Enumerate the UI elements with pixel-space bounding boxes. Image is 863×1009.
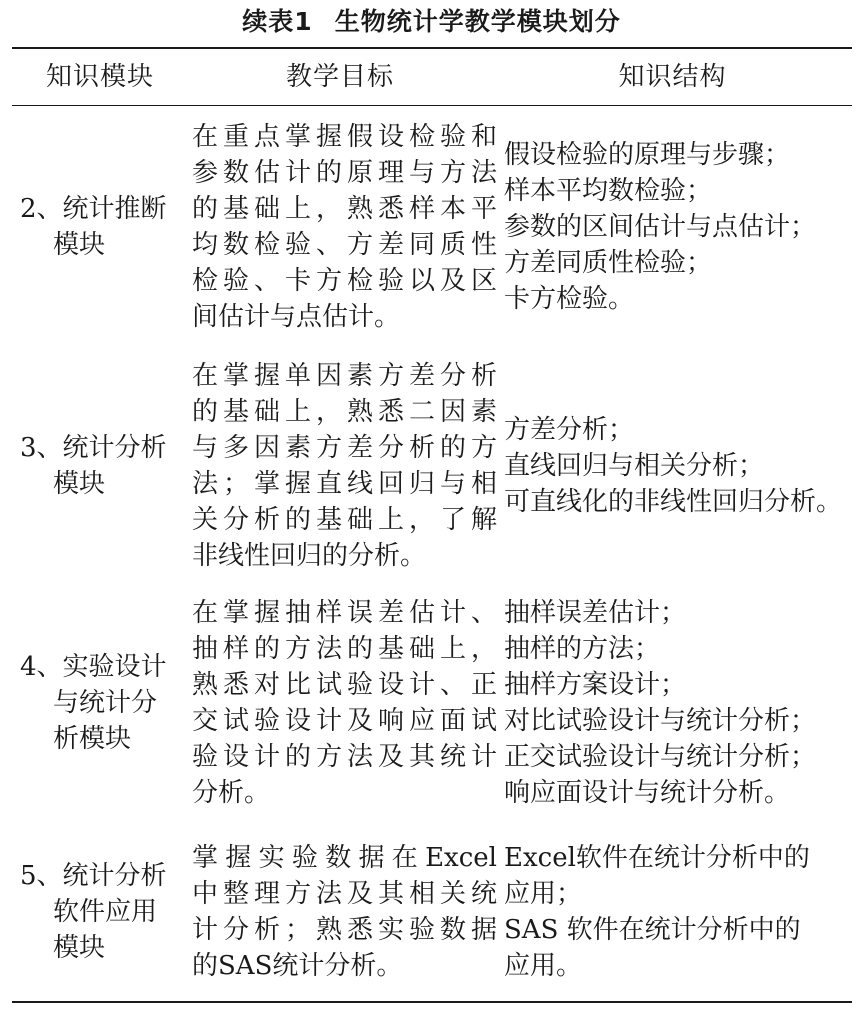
structure-line: 方差分析； — [504, 415, 635, 445]
structure-cell — [504, 832, 849, 992]
structure-line: 应用； — [504, 879, 583, 909]
module-line: 4、实验设计 — [20, 652, 167, 682]
goal-line: 的SAS统计分析。 — [192, 951, 403, 981]
table-caption: 生物统计学教学模块划分 — [334, 7, 621, 36]
goal-line: 掌握实验数据在Excel — [192, 843, 497, 873]
table-row — [12, 350, 852, 582]
goal-cell — [192, 350, 497, 582]
goal-line: 中整理方法及其相关统 — [192, 879, 497, 909]
structure-line: 方差同质性检验； — [504, 248, 713, 278]
goal-line: 与多因素方差分析的方 — [192, 433, 497, 463]
structure-cell — [504, 112, 849, 342]
goal-line: 熟悉对比试验设计、正 — [192, 670, 497, 700]
goal-cell — [192, 590, 497, 816]
structure-line: 正交试验设计与统计分析； — [504, 742, 817, 772]
module-cell — [20, 350, 190, 582]
module-cell — [20, 590, 190, 816]
structure-cell — [504, 350, 849, 582]
header-rule — [12, 105, 852, 106]
structure-line: 抽样误差估计； — [504, 598, 687, 628]
goal-line: 的基础上，熟悉二因素 — [192, 397, 497, 427]
goal-line: 法；掌握直线回归与相 — [192, 469, 497, 499]
table-row — [12, 112, 852, 342]
structure-line: 应用。 — [504, 951, 583, 981]
header-knowledge-structure: 知识结构 — [618, 62, 727, 92]
goal-line: 分析。 — [192, 778, 271, 808]
module-cell — [20, 112, 190, 342]
module-line: 模块 — [20, 230, 106, 260]
table-row — [12, 832, 852, 992]
structure-line: Excel软件在统计分析中的 — [504, 843, 810, 873]
structure-line: 对比试验设计与统计分析； — [504, 706, 817, 736]
goal-line: 在重点掌握假设检验和 — [192, 122, 497, 152]
goal-line: 计分析；熟悉实验数据 — [192, 915, 497, 945]
module-line: 软件应用 — [20, 897, 158, 927]
goal-line: 在掌握单因素方差分析 — [192, 361, 497, 391]
module-line: 与统计分 — [20, 688, 158, 718]
structure-line: 假设检验的原理与步骤； — [504, 140, 791, 170]
header-knowledge-module: 知识模块 — [45, 62, 154, 92]
module-cell — [20, 832, 190, 992]
goal-line: 抽样的方法的基础上， — [192, 634, 497, 664]
structure-cell — [504, 590, 849, 816]
goal-line: 间估计与点估计。 — [192, 302, 401, 332]
table-row — [12, 590, 852, 816]
structure-line: 响应面设计与统计分析。 — [504, 778, 791, 808]
goal-line: 均数检验、方差同质性 — [192, 230, 497, 260]
bottom-rule — [12, 1001, 852, 1003]
goal-line: 交试验设计及响应面试 — [192, 706, 497, 736]
module-line: 3、统计分析 — [20, 433, 167, 463]
goal-line: 验设计的方法及其统计 — [192, 742, 497, 772]
goal-line: 在掌握抽样误差估计、 — [192, 598, 497, 628]
module-line: 析模块 — [20, 724, 132, 754]
goal-line: 检验、卡方检验以及区 — [192, 266, 497, 296]
structure-line: 抽样的方法； — [504, 634, 661, 664]
structure-line: 卡方检验。 — [504, 284, 635, 314]
goal-line: 的基础上，熟悉样本平 — [192, 194, 497, 224]
goal-cell — [192, 832, 497, 992]
header-teaching-goal: 教学目标 — [285, 62, 394, 92]
module-line: 2、统计推断 — [20, 194, 167, 224]
structure-line: 样本平均数检验； — [504, 176, 713, 206]
module-line: 模块 — [20, 469, 106, 499]
structure-line: 可直线化的非线性回归分析。 — [504, 487, 843, 517]
structure-line: 参数的区间估计与点估计； — [504, 212, 817, 242]
structure-line: 抽样方案设计； — [504, 670, 687, 700]
table-title — [0, 0, 863, 44]
module-line: 5、统计分析 — [20, 861, 167, 891]
module-line: 模块 — [20, 933, 106, 963]
goal-line: 参数估计的原理与方法 — [192, 158, 497, 188]
goal-cell — [192, 112, 497, 342]
structure-line: SAS 软件在统计分析中的 — [504, 915, 801, 945]
structure-line: 直线回归与相关分析； — [504, 451, 765, 481]
table-number: 续表1 — [242, 7, 313, 36]
goal-line: 关分析的基础上，了解 — [192, 505, 497, 535]
top-rule — [12, 47, 852, 49]
goal-line: 非线性回归的分析。 — [192, 541, 427, 571]
